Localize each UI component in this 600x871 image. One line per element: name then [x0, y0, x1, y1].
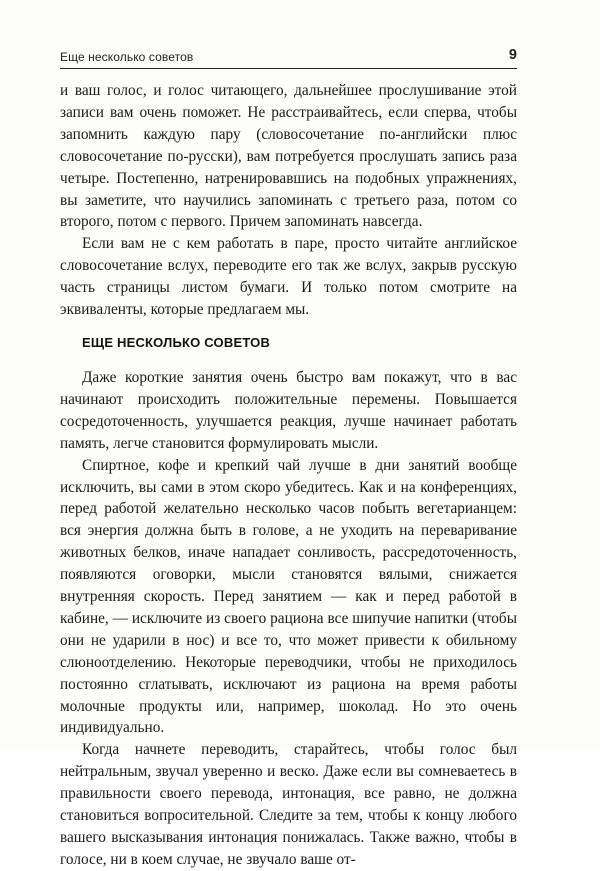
paragraph: Если вам не с кем работать в паре, просто читайте английское словосочетание вслух, переводите его так же вслух, закрыв русскую часть страницы листом бумаги. И только потом смотрите на эквиваленты, которые предлагаем мы. — [60, 235, 517, 319]
running-title: Еще несколько советов — [60, 50, 194, 64]
paragraph: Спиртное, кофе и крепкий чай лучше в дни занятий вообще исключить, вы сами в этом скоро убедитесь. Как и на конференциях, перед работой желательно несколько часов побыть вегетарианцем: вся энергия должна быть в голове, а не уходить на переваривание животных белков, иначе нападает сонливость, рассредоточенность, появляются оговорки, мысли становятся вялыми, снижается внутренняя скорость. Перед занятием — как и перед работой в кабине, — исключите из своего рациона все шипучие напитки (чтобы они не ударили в нос) и все то, что может привести к обильному слюноотделению. Некоторые переводчики, чтобы не приходилось постоянно сглатывать, исключают из рациона на время работы молочные продукты или, например, шоколад. Но это очень индивидуально. — [60, 456, 517, 737]
running-header — [60, 46, 517, 69]
paragraph: Даже короткие занятия очень быстро вам покажут, что в вас начинают происходить положительные перемены. Повышается сосредоточенность, улучшается реакция, лучше начинает работать память, легче становится формулировать мысли. — [60, 368, 517, 452]
body-text — [60, 80, 517, 871]
paragraph-continuation: и ваш голос, и голос читающего, дальнейшее прослушивание этой записи вам очень поможет. Не расстраивайтесь, если сперва, чтобы запомнить каждую пару (словосочетание по-английски плюс словосочетание по-русски), вам потребуется прослушать запись раза четыре. Постепенно, натренировавшись на подобных упражнениях, вы заметите, что научились запоминать с третьего раза, потом со второго, потом с первого. Причем запоминать навсегда. — [60, 82, 517, 231]
section-heading: ЕЩЕ НЕСКОЛЬКО СОВЕТОВ — [82, 334, 271, 350]
page-number: 9 — [508, 47, 517, 63]
paragraph: Когда начнете переводить, старайтесь, чтобы голос был нейтральным, звучал уверенно и веско. Даже если вы сомневаетесь в правильности своего перевода, интонация, все равно, не должна становиться вопросительной. Следите за тем, чтобы к концу любого вашего высказывания интонация понижалась. Также важно, чтобы в голосе, ни в коем случае, не звучало ваше от- — [60, 741, 517, 868]
